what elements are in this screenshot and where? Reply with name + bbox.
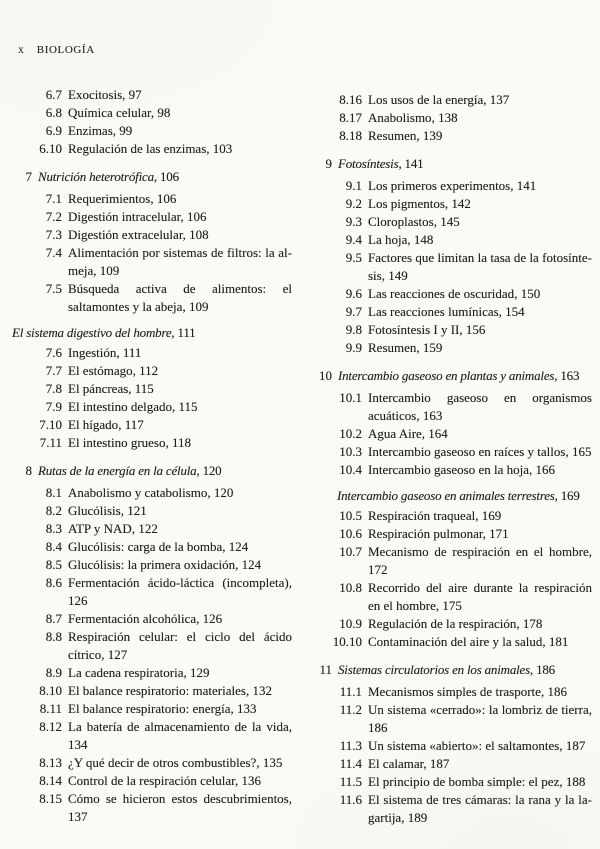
- toc-page-ref: , 149: [381, 268, 408, 283]
- toc-entry: [10, 104, 292, 122]
- toc-title: Resumen, 159: [368, 340, 443, 355]
- toc-title: El páncreas, 115: [68, 381, 154, 396]
- toc-page-ref: , 169: [475, 508, 502, 523]
- toc-page-ref: , 108: [182, 227, 209, 242]
- toc-section-number: 8.9: [45, 665, 62, 680]
- toc-entry: [10, 244, 292, 280]
- toc-entry: [310, 303, 592, 321]
- toc-section-number: 8.8: [45, 629, 62, 644]
- toc-chapter: [310, 155, 592, 173]
- toc-section-number: 7.8: [45, 381, 62, 396]
- toc-section-number: 7.4: [45, 245, 62, 260]
- toc-entry: [10, 790, 292, 826]
- toc-page-ref: , 135: [256, 755, 283, 770]
- toc-entry: [310, 791, 592, 827]
- toc-entry: [310, 177, 592, 195]
- toc-title: Glucólisis: la primera oxidación, 124: [68, 557, 262, 572]
- toc-page-ref: , 189: [401, 810, 428, 825]
- toc-title: Control de la respiración celular, 136: [68, 773, 261, 788]
- toc-title: Exocitosis, 97: [68, 87, 142, 102]
- toc-page-ref: , 172: [368, 544, 592, 577]
- toc-entry: [10, 398, 292, 416]
- toc-page-ref: , 106: [153, 169, 179, 184]
- toc-page-ref: , 111: [116, 345, 142, 360]
- toc-chapter: [310, 661, 592, 679]
- toc-subheading: [337, 487, 592, 505]
- toc-page-ref: , 112: [132, 363, 159, 378]
- toc-entry: [310, 231, 592, 249]
- toc-title: Los usos de la energía, 137: [368, 92, 510, 107]
- toc-title: Química celular, 98: [68, 105, 171, 120]
- toc-page-ref: , 154: [498, 304, 525, 319]
- toc-entry: [10, 772, 292, 790]
- toc-section-number: 8.12: [39, 719, 62, 734]
- toc-entry: [10, 226, 292, 244]
- toc-section-number: 8.14: [39, 773, 62, 788]
- toc-title: Ingestión, 111: [68, 345, 142, 360]
- toc-page-ref: , 120: [207, 485, 234, 500]
- toc-section-number: 6.8: [45, 105, 62, 120]
- toc-entry: [10, 122, 292, 140]
- toc-page-ref: , 186: [529, 662, 555, 677]
- toc-chapter: [310, 367, 592, 385]
- toc-entry: [10, 380, 292, 398]
- toc-page-ref: , 122: [131, 521, 158, 536]
- toc-entry: [10, 140, 292, 158]
- toc-entry: [310, 195, 592, 213]
- toc-page-ref: , 117: [118, 417, 144, 432]
- toc-section-number: 7.7: [45, 363, 62, 378]
- toc-entry: [310, 443, 592, 461]
- toc-entry: [310, 425, 592, 443]
- toc-entry: [310, 701, 592, 737]
- toc-title: Un sistema «abierto»: el saltamontes, 187: [368, 738, 586, 753]
- toc-entry: [310, 507, 592, 525]
- toc-entry: [310, 285, 592, 303]
- toc-entry: [10, 190, 292, 208]
- toc-page-ref: , 145: [433, 214, 460, 229]
- toc-entry: [10, 280, 292, 316]
- toc-section-number: 8.6: [45, 575, 62, 590]
- toc-entry: [10, 434, 292, 452]
- toc-title: Respiración celular: el ciclo del ácido cítrico, 127: [68, 629, 292, 662]
- toc-section-number: 8.13: [39, 755, 62, 770]
- toc-section-number: 7.2: [45, 209, 62, 224]
- toc-page-ref: , 163: [554, 368, 580, 383]
- toc-section-number: 10.10: [332, 634, 362, 649]
- toc-title: Contaminación del aire y la salud, 181: [368, 634, 569, 649]
- toc-title: Intercambio gaseoso en organismos acuáticos, 163: [368, 390, 592, 423]
- toc-entry: [10, 484, 292, 502]
- toc-section-number: 8.3: [45, 521, 62, 536]
- toc-title-italic: Nutrición heterotrófica: [38, 169, 154, 184]
- toc-entry: [310, 615, 592, 633]
- toc-title: Los pigmentos, 142: [368, 196, 471, 211]
- toc-page-ref: , 120: [196, 463, 222, 478]
- toc-section-number: 8.7: [45, 611, 62, 626]
- toc-title: Factores que limitan la tasa de la fotosíntesis, 149: [368, 250, 592, 283]
- toc-page-ref: , 138: [431, 110, 458, 125]
- toc-section-number: 9.9: [345, 340, 362, 355]
- toc-page-ref: , 156: [459, 322, 486, 337]
- toc-section-number: 9.2: [345, 196, 362, 211]
- toc-page-ref: , 106: [180, 209, 207, 224]
- toc-entry: [10, 574, 292, 610]
- toc-title: Cómo se hicieron estos descubrimientos, 137: [68, 791, 292, 824]
- toc-title: Glucólisis, 121: [68, 503, 147, 518]
- toc-page-ref: , 139: [416, 128, 443, 143]
- toc-section-number: 9.7: [345, 304, 362, 319]
- toc-entry: [10, 700, 292, 718]
- toc-title: La cadena respiratoria, 129: [68, 665, 210, 680]
- toc-section-number: 11.3: [339, 738, 362, 753]
- toc-section-number: 10.4: [339, 462, 362, 477]
- toc-section-number: 8.5: [45, 557, 62, 572]
- toc-section-number: 10.7: [339, 544, 362, 559]
- toc-title: El calamar, 187: [368, 756, 450, 771]
- toc-entry: [310, 109, 592, 127]
- toc-section-number: 10.1: [339, 390, 362, 405]
- running-title: BIOLOGÍA: [36, 44, 95, 56]
- toc-entry: [310, 91, 592, 109]
- toc-entry: [310, 389, 592, 425]
- toc-section-number: 9.1: [345, 178, 362, 193]
- toc-section-number: 7.3: [45, 227, 62, 242]
- toc-page-ref: , 127: [101, 647, 128, 662]
- toc-title: Resumen, 139: [368, 128, 443, 143]
- toc-entry: [310, 737, 592, 755]
- toc-page-ref: , 141: [398, 156, 424, 171]
- toc-page-ref: , 187: [559, 738, 586, 753]
- toc-section-number: 11.1: [339, 684, 362, 699]
- toc-title: Agua Aire, 164: [368, 426, 448, 441]
- toc-title: [338, 155, 423, 173]
- toc-section-number: 8.18: [339, 128, 362, 143]
- toc-title: El balance respiratorio: energía, 133: [68, 701, 257, 716]
- toc-page-ref: , 188: [559, 774, 586, 789]
- toc-section-number: 6.7: [45, 87, 62, 102]
- toc-page-ref: , 126: [68, 575, 292, 608]
- toc-title: Respiración traqueal, 169: [368, 508, 502, 523]
- toc-page-ref: , 99: [112, 123, 133, 138]
- toc-title: El principio de bomba simple: el pez, 188: [368, 774, 586, 789]
- toc-entry: [10, 682, 292, 700]
- toc-entry: [310, 339, 592, 357]
- toc-title-italic: Fotosíntesis: [338, 156, 399, 171]
- toc-section-number: 8.15: [39, 791, 62, 806]
- toc-entry: [10, 754, 292, 772]
- toc-title: Fermentación alcohólica, 126: [68, 611, 223, 626]
- toc-title: El sistema de tres cámaras: la rana y la lagartija, 189: [368, 792, 592, 825]
- toc-entry: [310, 683, 592, 701]
- toc-section-number: 9: [325, 156, 332, 171]
- toc-title: [12, 325, 195, 340]
- toc-entry: [10, 344, 292, 362]
- toc-title: Regulación de la respiración, 178: [368, 616, 543, 631]
- toc-page-ref: , 165: [565, 444, 592, 459]
- toc-column-right: [310, 86, 592, 827]
- toc-title: Mecanismo de respiración en el hombre, 172: [368, 544, 592, 577]
- toc-title: Anabolismo y catabolismo, 120: [68, 485, 234, 500]
- toc-page-ref: , 133: [230, 701, 257, 716]
- toc-section-number: 7.5: [45, 281, 62, 296]
- toc-entry: [310, 773, 592, 791]
- toc-title: El hígado, 117: [68, 417, 144, 432]
- toc-entry: [310, 213, 592, 231]
- toc-title: Fotosíntesis I y II, 156: [368, 322, 486, 337]
- toc-entry: [10, 86, 292, 104]
- toc-title: Mecanismos simples de trasporte, 186: [368, 684, 567, 699]
- toc-entry: [310, 543, 592, 579]
- toc-title: Las reacciones de oscuridad, 150: [368, 286, 541, 301]
- toc-section-number: 10.9: [339, 616, 362, 631]
- toc-section-number: 9.3: [345, 214, 362, 229]
- toc-title: [338, 661, 555, 679]
- toc-title: Fermentación ácido-láctica (incompleta), 126: [68, 575, 292, 608]
- toc-section-number: 7.11: [39, 435, 62, 450]
- toc-title: Cloroplastos, 145: [368, 214, 460, 229]
- toc-page-ref: , 150: [514, 286, 541, 301]
- toc-section-number: 10: [319, 368, 332, 383]
- running-head: [18, 44, 95, 56]
- toc-page-ref: , 178: [516, 616, 543, 631]
- toc-page-ref: , 126: [196, 611, 223, 626]
- toc-title: Recorrido del aire durante la respiración en el hombre, 175: [368, 580, 592, 613]
- toc-entry: [310, 461, 592, 479]
- toc-section-number: 10.8: [339, 580, 362, 595]
- toc-page-ref: , 136: [234, 773, 261, 788]
- toc-entry: [310, 755, 592, 773]
- toc-subheading: [12, 324, 292, 342]
- toc-page-ref: , 109: [93, 263, 120, 278]
- toc-title: Requerimientos, 106: [68, 191, 177, 206]
- toc-title: Intercambio gaseoso en raíces y tallos, 165: [368, 444, 592, 459]
- toc-title-italic: El sistema digestivo del hombre: [12, 325, 172, 340]
- toc-entry: [10, 416, 292, 434]
- toc-page-ref: , 159: [416, 340, 443, 355]
- toc-entry: [10, 362, 292, 380]
- toc-title-italic: Sistemas circulatorios en los animales: [338, 662, 530, 677]
- toc-section-number: 10.2: [339, 426, 362, 441]
- toc-page-ref: , 124: [235, 557, 262, 572]
- toc-entry: [310, 579, 592, 615]
- toc-title-italic: Rutas de la energía en la célula: [38, 463, 197, 478]
- toc-page-ref: , 103: [206, 141, 233, 156]
- toc-entry: [10, 556, 292, 574]
- toc-entry: [310, 249, 592, 285]
- toc-columns: [10, 86, 592, 827]
- toc-title-italic: Intercambio gaseoso en plantas y animales: [338, 368, 555, 383]
- toc-page-ref: , 141: [510, 178, 537, 193]
- toc-section-number: 11: [319, 662, 332, 677]
- toc-page-ref: , 164: [421, 426, 448, 441]
- toc-page-ref: , 115: [128, 381, 154, 396]
- toc-title: Regulación de las enzimas, 103: [68, 141, 233, 156]
- toc-page-ref: , 187: [423, 756, 450, 771]
- toc-page-ref: , 166: [529, 462, 555, 477]
- toc-title: ¿Y qué decir de otros combustibles?, 135: [68, 755, 283, 770]
- toc-title: [337, 488, 580, 503]
- toc-page-ref: , 148: [407, 232, 434, 247]
- toc-page-ref: , 97: [122, 87, 142, 102]
- toc-title: ATP y NAD, 122: [68, 521, 158, 536]
- toc-page-ref: , 186: [368, 702, 592, 735]
- toc-page-ref: , 134: [68, 719, 292, 752]
- toc-title: Las reacciones lumínicas, 154: [368, 304, 525, 319]
- toc-section-number: 8.1: [45, 485, 62, 500]
- toc-section-number: 7.9: [45, 399, 62, 414]
- toc-title: El estómago, 112: [68, 363, 159, 378]
- toc-title: Los primeros experimentos, 141: [368, 178, 537, 193]
- toc-section-number: 9.6: [345, 286, 362, 301]
- toc-column-left: [10, 86, 292, 827]
- toc-section-number: 8.4: [45, 539, 62, 554]
- toc-title: [338, 367, 579, 385]
- toc-entry: [10, 208, 292, 226]
- toc-title: Anabolismo, 138: [368, 110, 458, 125]
- toc-section-number: 7.1: [45, 191, 62, 206]
- toc-entry: [310, 127, 592, 145]
- toc-title-italic: Intercambio gaseoso en animales terrestres: [337, 488, 555, 503]
- toc-page-ref: , 124: [222, 539, 249, 554]
- toc-page-ref: , 118: [165, 435, 192, 450]
- toc-title: Intercambio gaseoso en la hoja, 166: [368, 462, 555, 477]
- toc-page-ref: , 106: [150, 191, 177, 206]
- toc-entry: [10, 664, 292, 682]
- toc-section-number: 6.9: [45, 123, 62, 138]
- toc-entry: [10, 718, 292, 754]
- toc-title: [38, 462, 221, 480]
- toc-section-number: 10.3: [339, 444, 362, 459]
- toc-page-ref: , 169: [554, 488, 580, 503]
- toc-page-ref: , 121: [120, 503, 147, 518]
- toc-chapter: [10, 168, 292, 186]
- toc-section-number: 8.11: [39, 701, 62, 716]
- toc-entry: [310, 321, 592, 339]
- toc-section-number: 9.4: [345, 232, 362, 247]
- toc-entry: [10, 520, 292, 538]
- toc-entry: [10, 610, 292, 628]
- toc-page-ref: , 137: [68, 791, 292, 824]
- toc-title: El intestino delgado, 115: [68, 399, 198, 414]
- toc-entry: [10, 538, 292, 556]
- toc-section-number: 11.4: [339, 756, 362, 771]
- toc-section-number: 11.2: [339, 702, 362, 717]
- toc-section-number: 7.10: [39, 417, 62, 432]
- toc-page-ref: , 115: [171, 399, 198, 414]
- toc-section-number: 8.2: [45, 503, 62, 518]
- toc-section-number: 8.10: [39, 683, 62, 698]
- toc-page-ref: , 175: [435, 598, 462, 613]
- toc-section-number: 9.5: [345, 250, 362, 265]
- toc-page-ref: , 181: [542, 634, 569, 649]
- toc-title: Respiración pulmonar, 171: [368, 526, 509, 541]
- toc-title: Un sistema «cerrado»: la lombriz de tierra, 186: [368, 702, 592, 735]
- toc-title: Alimentación por sistemas de filtros: la almeja, 109: [68, 245, 292, 278]
- toc-title: Digestión extracelular, 108: [68, 227, 209, 242]
- toc-title: La batería de almacenamiento de la vida, 134: [68, 719, 292, 752]
- toc-entry: [310, 525, 592, 543]
- toc-title: La hoja, 148: [368, 232, 434, 247]
- toc-title: Búsqueda activa de alimentos: el saltamontes y la abeja, 109: [68, 281, 292, 314]
- toc-chapter: [10, 462, 292, 480]
- toc-section-number: 6.10: [39, 141, 62, 156]
- toc-page-ref: , 137: [483, 92, 510, 107]
- toc-section-number: 11.5: [339, 774, 362, 789]
- toc-section-number: 11.6: [339, 792, 362, 807]
- toc-page-ref: , 111: [171, 325, 196, 340]
- toc-page-ref: , 109: [182, 299, 209, 314]
- toc-section-number: 10.5: [339, 508, 362, 523]
- toc-page-ref: , 186: [540, 684, 567, 699]
- toc-section-number: 8.16: [339, 92, 362, 107]
- toc-page-ref: , 163: [416, 408, 443, 423]
- toc-page-ref: , 132: [245, 683, 272, 698]
- toc-entry: [10, 628, 292, 664]
- toc-title: Digestión intracelular, 106: [68, 209, 207, 224]
- toc-title: El intestino grueso, 118: [68, 435, 192, 450]
- toc-page-ref: , 98: [150, 105, 171, 120]
- toc-page-ref: , 129: [183, 665, 210, 680]
- toc-page-ref: , 142: [444, 196, 471, 211]
- toc-section-number: 7: [25, 169, 32, 184]
- toc-title: [38, 168, 179, 186]
- toc-title: Enzimas, 99: [68, 123, 133, 138]
- toc-section-number: 8.17: [339, 110, 362, 125]
- toc-section-number: 8: [25, 463, 32, 478]
- toc-entry: [310, 633, 592, 651]
- toc-section-number: 7.6: [45, 345, 62, 360]
- toc-page-ref: , 171: [482, 526, 509, 541]
- toc-title: El balance respiratorio: materiales, 132: [68, 683, 272, 698]
- toc-entry: [10, 502, 292, 520]
- toc-section-number: 9.8: [345, 322, 362, 337]
- page-number: x: [18, 44, 24, 56]
- toc-section-number: 10.6: [339, 526, 362, 541]
- toc-title: Glucólisis: carga de la bomba, 124: [68, 539, 249, 554]
